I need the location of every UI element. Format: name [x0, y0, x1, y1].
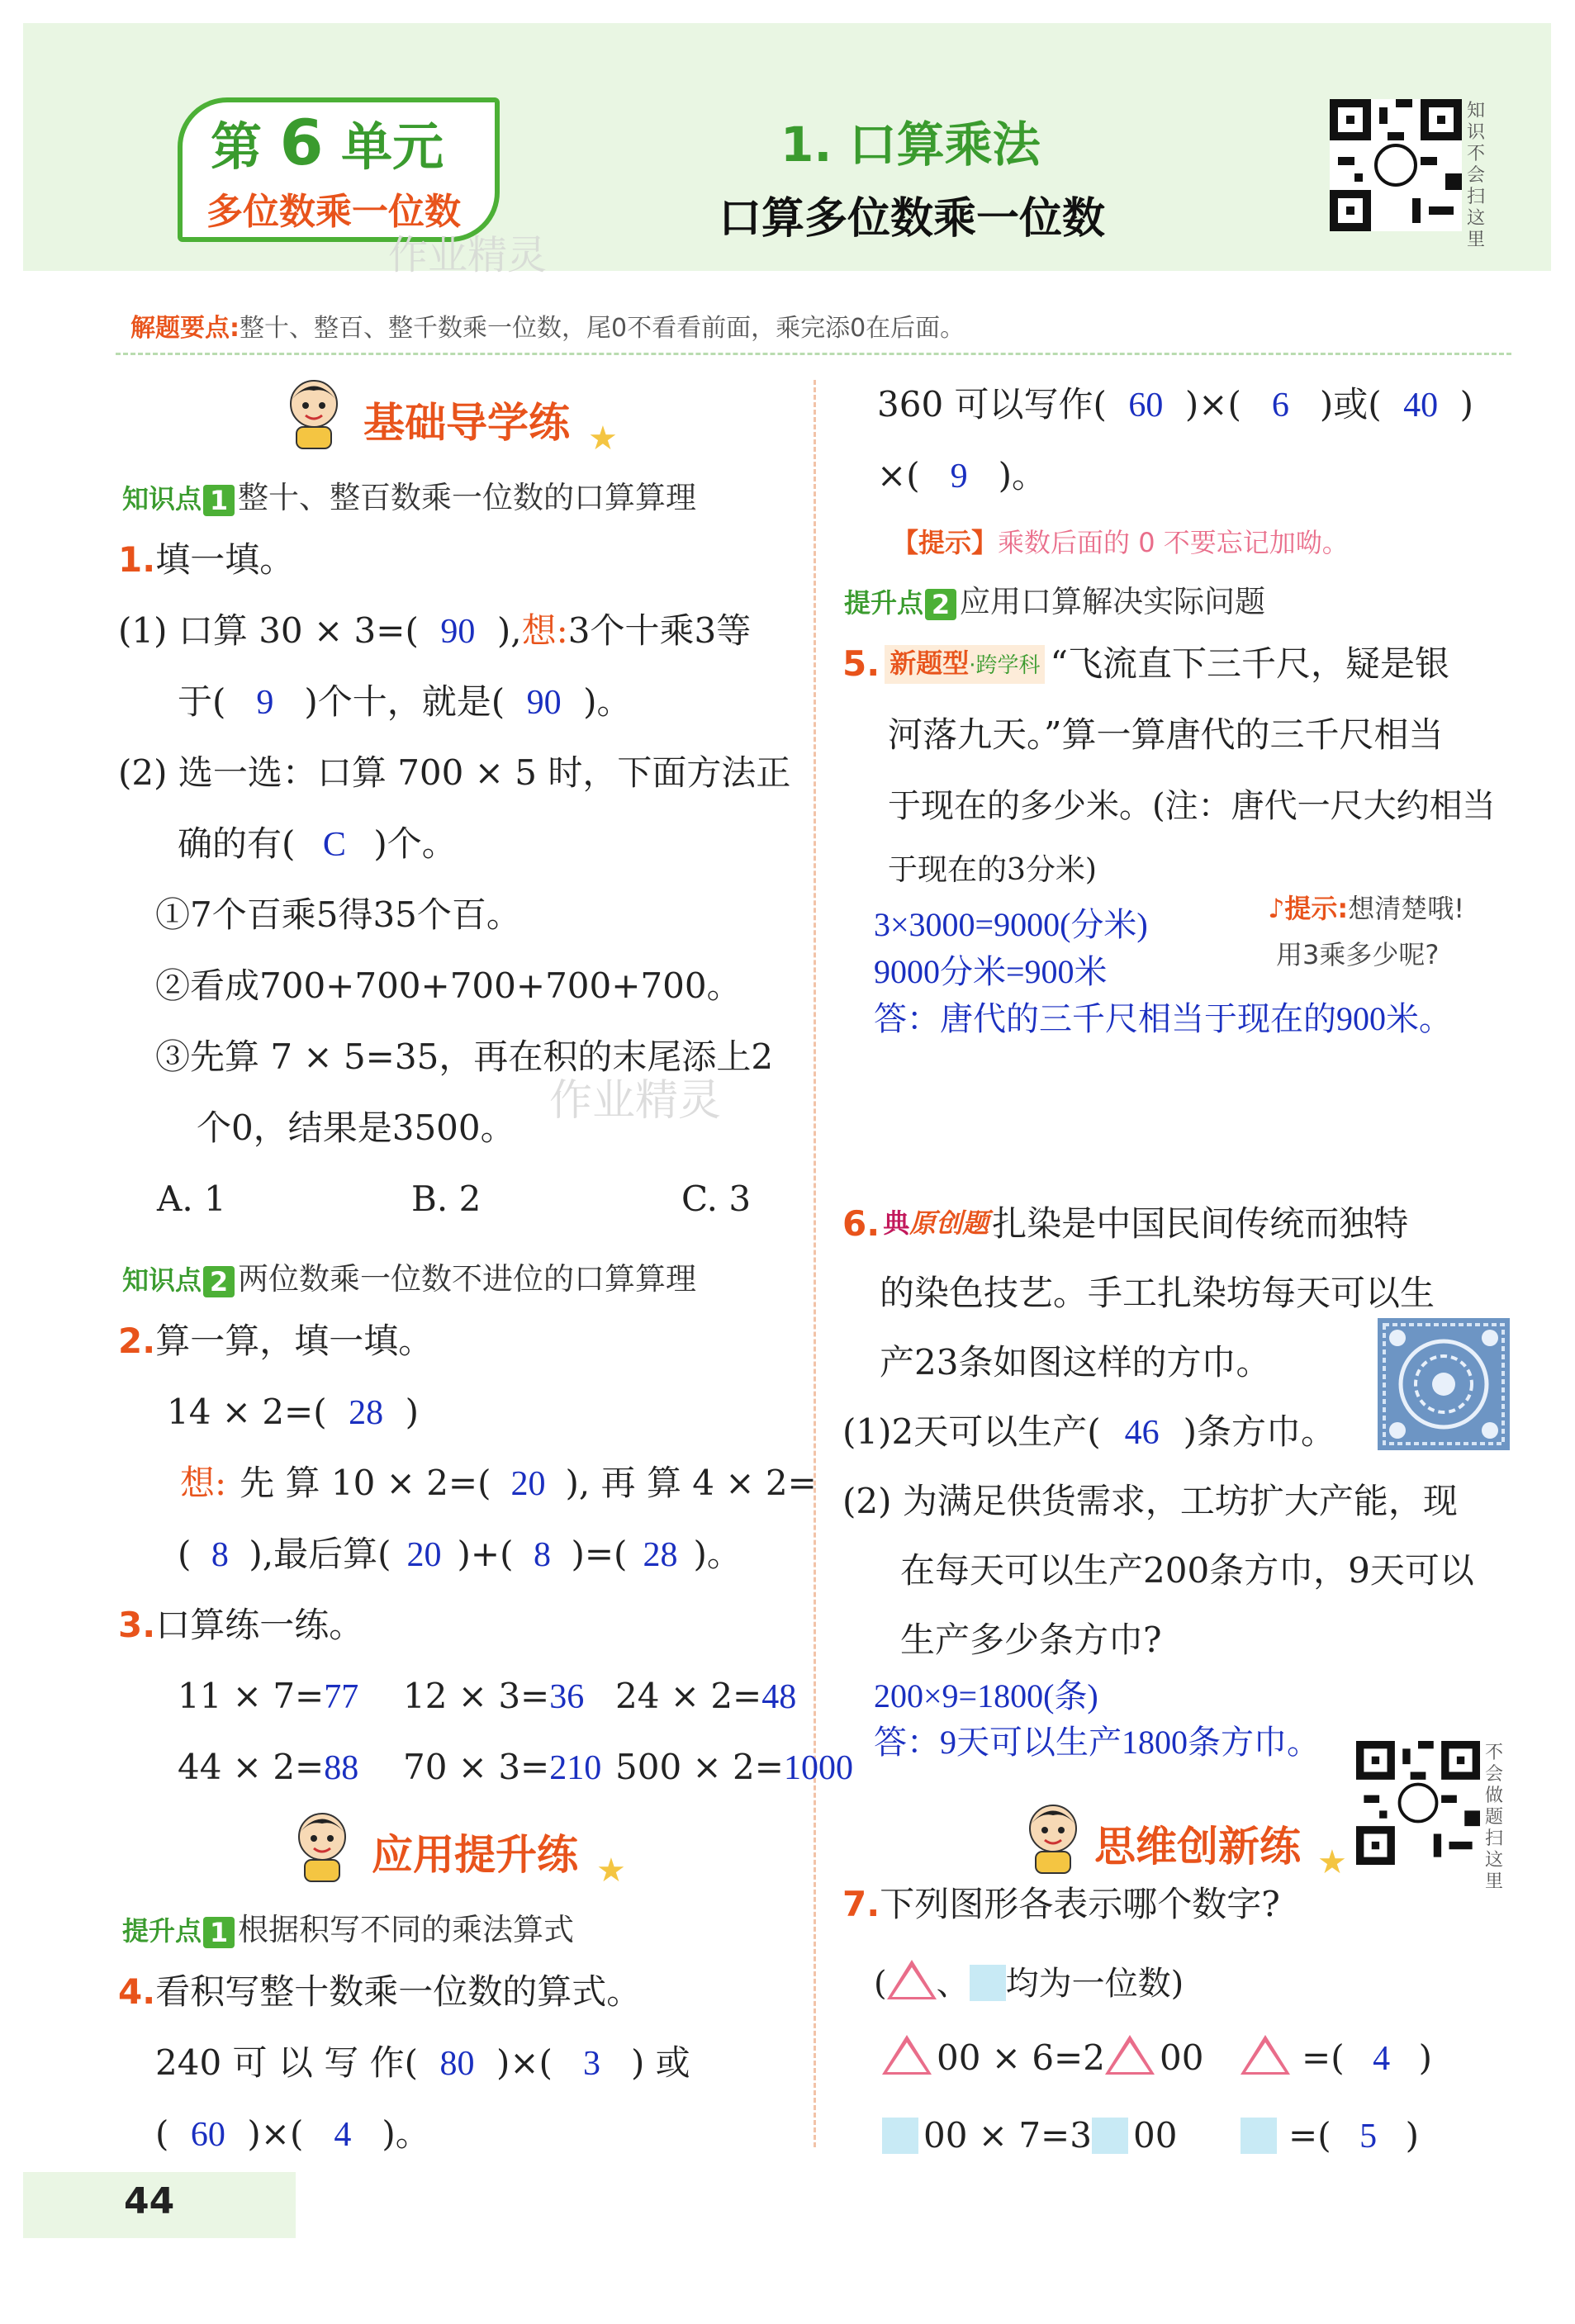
question-3-stem: [118, 1601, 363, 1650]
text: ),最后算(: [249, 1534, 391, 1574]
text: ),: [496, 610, 522, 651]
question-5-line-1: [842, 639, 1449, 689]
watermark: 作业精灵: [388, 232, 548, 278]
answer: 210: [549, 1749, 602, 1787]
unit-subtitle: 多位数乘一位数: [206, 191, 461, 233]
text: ), 再 算 4 × 2=: [565, 1463, 817, 1503]
question-7-equation-2: [882, 2111, 1177, 2160]
kp-text: 两位数乘一位数不进位的口算算理: [238, 1261, 697, 1297]
question-7-answer-1: [1241, 2033, 1432, 2084]
hint-text: 乘数后面的 0 不要忘记加呦。: [998, 527, 1349, 558]
oral-item: [178, 1743, 358, 1793]
hint-mascot-icon: ♪: [1268, 893, 1285, 924]
text: )。: [382, 2113, 430, 2154]
answer: 4: [1373, 2040, 1391, 2078]
answer: 90: [440, 613, 476, 651]
unit-number: 6: [279, 106, 324, 179]
kp-text: 应用口算解决实际问题: [960, 584, 1266, 619]
q6-work: 200×9=1800(条): [874, 1677, 1098, 1715]
question-1-part-2-line-1: (2) 选一选：口算 700 × 5 时，下面方法正: [118, 752, 791, 793]
text: 于(: [178, 681, 226, 722]
question-number: 5.: [842, 643, 880, 684]
answer: 9: [256, 684, 274, 722]
question-6-line-2: 的染色技艺。手工扎染坊每天可以生: [880, 1273, 1435, 1313]
answer: 6: [1271, 387, 1289, 424]
text: )=(: [571, 1534, 628, 1574]
question-6-part-2-line-3: 生产多少条方巾?: [900, 1620, 1162, 1660]
qr-code-icon[interactable]: [1330, 99, 1462, 231]
text: ): [1418, 2037, 1432, 2078]
oral-item: [615, 1743, 853, 1793]
knowledge-point-2: [122, 1254, 696, 1298]
kp-text: 整十、整百数乘一位数的口算算理: [238, 480, 697, 515]
question-6-part-2-line-1: (2) 为满足供货需求，工坊扩大产能，现: [842, 1481, 1458, 1521]
choice-c: C. 3: [681, 1179, 752, 1219]
text: 360 可以写作(: [877, 384, 1107, 424]
question-7-answer-2: [1241, 2111, 1419, 2161]
answer: C: [322, 826, 346, 864]
tip-bar-content: 整十、整百、整千数乘一位数，尾0不看看前面，乘完添0在后面。: [240, 314, 965, 343]
unit-prefix: 第: [211, 116, 263, 177]
kp-tag: 知识点: [122, 483, 202, 515]
question-1-part-2-line-2: [178, 819, 457, 870]
answer: 20: [406, 1536, 442, 1574]
unit-title: [211, 106, 444, 179]
answer: 48: [761, 1678, 797, 1716]
choice-a: A. 1: [157, 1179, 226, 1219]
square-icon: [882, 2118, 918, 2154]
star-icon: ★: [596, 1852, 626, 1890]
oral-item: [178, 1672, 358, 1722]
answer: 40: [1403, 387, 1439, 424]
expr: 70 × 3=: [403, 1747, 550, 1787]
square-icon: [970, 1965, 1006, 2001]
unit-suffix: 单元: [341, 116, 444, 177]
question-4-hint: [892, 522, 1349, 560]
text: (: [874, 1965, 887, 2003]
text: ): [1459, 384, 1474, 424]
question-text: 算一算，填一填。: [155, 1321, 434, 1361]
text: “飞流直下三千尺，疑是银: [1050, 643, 1449, 684]
kp-number: 2: [925, 589, 956, 620]
qr-code-icon[interactable]: [1356, 1741, 1480, 1865]
text: 00 × 7=3: [923, 2115, 1092, 2156]
q5-work-2: 9000分米=900米: [874, 953, 1108, 990]
question-number: 2.: [118, 1321, 156, 1361]
expr: 12 × 3=: [403, 1676, 550, 1716]
column-divider: [814, 380, 816, 2147]
answer: 9: [950, 458, 968, 496]
text: (: [155, 2113, 169, 2154]
kp-tag: 知识点: [122, 1264, 202, 1296]
new-type-badge: [885, 645, 1045, 684]
question-6-line-1: [842, 1199, 1408, 1249]
hint-label: 【提示】: [892, 527, 999, 558]
choice-b: B. 2: [411, 1179, 482, 1219]
original-badge: [883, 1205, 989, 1241]
question-1-part-1-line-1: [118, 606, 751, 657]
text: )个十，就是(: [304, 681, 505, 722]
text: ): [1405, 2115, 1419, 2156]
hint-label: 提示:: [1284, 893, 1349, 924]
text: 、: [936, 1965, 970, 2003]
triangle-icon: [882, 2035, 932, 2075]
triangle-icon: [887, 1960, 937, 1999]
hint-text: 想清楚哦!: [1348, 893, 1465, 924]
question-2-line-2: [180, 1458, 817, 1509]
watermark-center: 作业精灵: [549, 1076, 722, 1126]
oral-item: [403, 1743, 601, 1793]
option-3-line-1: ③先算 7 × 5=35，再在积的末尾添上2: [155, 1036, 774, 1077]
question-4-line-1: [155, 2038, 690, 2089]
answer: 4: [334, 2116, 352, 2154]
question-number: 1.: [118, 539, 156, 580]
question-1-part-1-line-2: [178, 677, 632, 728]
question-number: 7.: [842, 1884, 880, 1924]
question-4-line-4: [877, 451, 1046, 501]
star-icon: ★: [588, 420, 618, 458]
question-4-line-2: [155, 2109, 430, 2160]
question-number: 3.: [118, 1605, 156, 1645]
q6-answer: 答：9天可以生产1800条方巾。: [874, 1724, 1320, 1761]
lesson-title: 1. 口算乘法: [780, 116, 1041, 173]
answer: 88: [324, 1749, 359, 1787]
answer: 60: [190, 2116, 225, 2154]
text: )×(: [496, 2042, 553, 2083]
text: )。: [583, 681, 632, 722]
text: (1)2天可以生产(: [842, 1411, 1101, 1452]
text: 扎染是中国民间传统而独特: [992, 1203, 1409, 1244]
kp-number: 1: [203, 485, 235, 516]
text: ×(: [877, 455, 920, 496]
q5-work-1: 3×3000=9000(分米): [874, 906, 1148, 943]
answer: 28: [349, 1394, 384, 1432]
badge-sub: 原创题: [909, 1207, 989, 1239]
star-icon: ★: [1317, 1843, 1347, 1881]
kp-tag: 提升点: [844, 587, 924, 619]
expr: 500 × 2=: [615, 1747, 784, 1787]
mascot-icon: [1024, 1800, 1082, 1875]
answer: 8: [211, 1536, 229, 1574]
text: 00: [1132, 2115, 1178, 2156]
question-5-line-4: 于现在的3分米): [888, 853, 1097, 887]
text: )×(: [247, 2113, 304, 2154]
question-5-line-2: 河落九天。”算一算唐代的三千尺相当: [888, 714, 1444, 755]
kp-text: 根据积写不同的乘法算式: [238, 1912, 575, 1947]
answer: 46: [1124, 1414, 1160, 1452]
text: )。: [998, 455, 1046, 496]
section-title-basic: 基础导学练: [363, 399, 570, 447]
text: =(: [1288, 2115, 1331, 2156]
think-label: 想:: [180, 1463, 227, 1503]
question-2-stem: [118, 1316, 433, 1366]
question-5-line-3: 于现在的多少米。(注：唐代一尺大约相当: [888, 787, 1496, 825]
tip-bar-text: [130, 307, 965, 344]
square-icon: [1092, 2118, 1128, 2154]
section-title-apply: 应用提升练: [372, 1831, 578, 1879]
mascot-icon: [285, 376, 343, 450]
question-number: 4.: [118, 1971, 156, 2012]
square-icon: [1241, 2118, 1277, 2154]
page-number: 44: [124, 2180, 175, 2222]
question-number: 6.: [842, 1203, 880, 1244]
answer: 8: [533, 1536, 551, 1574]
question-7-equation-1: [882, 2033, 1203, 2083]
text: 先 算 10 × 2=(: [240, 1463, 491, 1503]
answer: 80: [439, 2045, 475, 2083]
triangle-icon: [1241, 2035, 1290, 2075]
answer: 5: [1359, 2118, 1378, 2156]
lesson-subtitle: 口算多位数乘一位数: [719, 194, 1106, 244]
question-2-line-3: [178, 1530, 742, 1580]
text: 3个十乘3等: [567, 610, 752, 651]
text: (: [178, 1534, 192, 1574]
text: )×(: [1184, 384, 1241, 424]
badge-sub: ·跨学科: [969, 653, 1041, 678]
answer: 20: [510, 1465, 546, 1503]
answer: 28: [643, 1536, 678, 1574]
triangle-icon: [1105, 2035, 1155, 2075]
question-6-line-3: 产23条如图这样的方巾。: [880, 1342, 1271, 1383]
q5-answer: 答：唐代的三千尺相当于现在的900米。: [874, 1000, 1452, 1037]
option-1: ①7个百乘5得35个百。: [155, 894, 521, 935]
answer: 36: [549, 1678, 585, 1716]
expr: 24 × 2=: [615, 1676, 762, 1716]
text: 确的有(: [178, 823, 296, 864]
answer: 90: [526, 684, 562, 722]
text: )或(: [1319, 384, 1382, 424]
tip-bar-label: 解题要点:: [130, 314, 240, 343]
text: ) 或: [630, 2042, 690, 2083]
qr-note: 不会做题扫这里: [1485, 1743, 1504, 1892]
badge-main: 典: [883, 1207, 910, 1239]
option-3-line-2: 个0，结果是3500。: [197, 1107, 515, 1148]
question-7-stem: [842, 1880, 1280, 1929]
question-2-line-1: [167, 1387, 419, 1438]
section-title-creative: 思维创新练: [1094, 1823, 1301, 1871]
improve-point-2: [844, 576, 1265, 621]
text: 14 × 2=(: [167, 1392, 327, 1432]
mascot-icon: [293, 1809, 351, 1883]
question-1-stem: [118, 535, 294, 585]
answer: 77: [324, 1678, 359, 1716]
text: 240 可 以 写 作(: [155, 2042, 418, 2083]
improve-point-1: [122, 1904, 574, 1949]
answer: 60: [1128, 387, 1164, 424]
question-6-part-1: [842, 1407, 1335, 1458]
text: )个。: [373, 823, 457, 864]
kp-number: 2: [203, 1266, 235, 1297]
oral-item: [615, 1672, 796, 1722]
tie-dye-scarf-image: [1378, 1318, 1510, 1450]
qr-note: 知识不会扫这里: [1467, 101, 1486, 250]
knowledge-point-1: [122, 472, 696, 517]
expr: 11 × 7=: [178, 1676, 325, 1716]
hint-text: 用3乘多少呢?: [1276, 939, 1440, 970]
question-text: 看积写整十数乘一位数的算式。: [155, 1971, 642, 2012]
question-text: 填一填。: [155, 539, 295, 580]
option-2: ②看成700+700+700+700+700。: [155, 965, 742, 1006]
question-4-line-3: [877, 380, 1473, 430]
question-text: 口算练一练。: [155, 1605, 364, 1645]
q5-hint: [1268, 885, 1464, 978]
think-label: 想:: [521, 610, 568, 651]
kp-number: 1: [203, 1917, 235, 1948]
text: 均为一位数): [1005, 1965, 1184, 2003]
text: ): [405, 1392, 420, 1432]
text: =(: [1302, 2037, 1345, 2078]
kp-tag: 提升点: [122, 1915, 202, 1947]
question-7-note: [874, 1959, 1184, 2009]
text: )+(: [457, 1534, 514, 1574]
text: )。: [693, 1534, 742, 1574]
text: (1) 口算 30 × 3=(: [118, 610, 419, 651]
text: )条方巾。: [1183, 1411, 1335, 1452]
text: 00 × 6=2: [937, 2037, 1105, 2078]
badge-main: 新题型: [889, 647, 970, 679]
text: 00: [1159, 2037, 1204, 2078]
oral-item: [403, 1672, 584, 1722]
question-6-part-2-line-2: 在每天可以生产200条方巾，9天可以: [900, 1550, 1474, 1591]
question-4-stem: [118, 1967, 641, 2017]
question-text: 下列图形各表示哪个数字?: [880, 1884, 1280, 1924]
answer: 1000: [783, 1749, 853, 1787]
expr: 44 × 2=: [178, 1747, 325, 1787]
answer: 3: [582, 2045, 600, 2083]
